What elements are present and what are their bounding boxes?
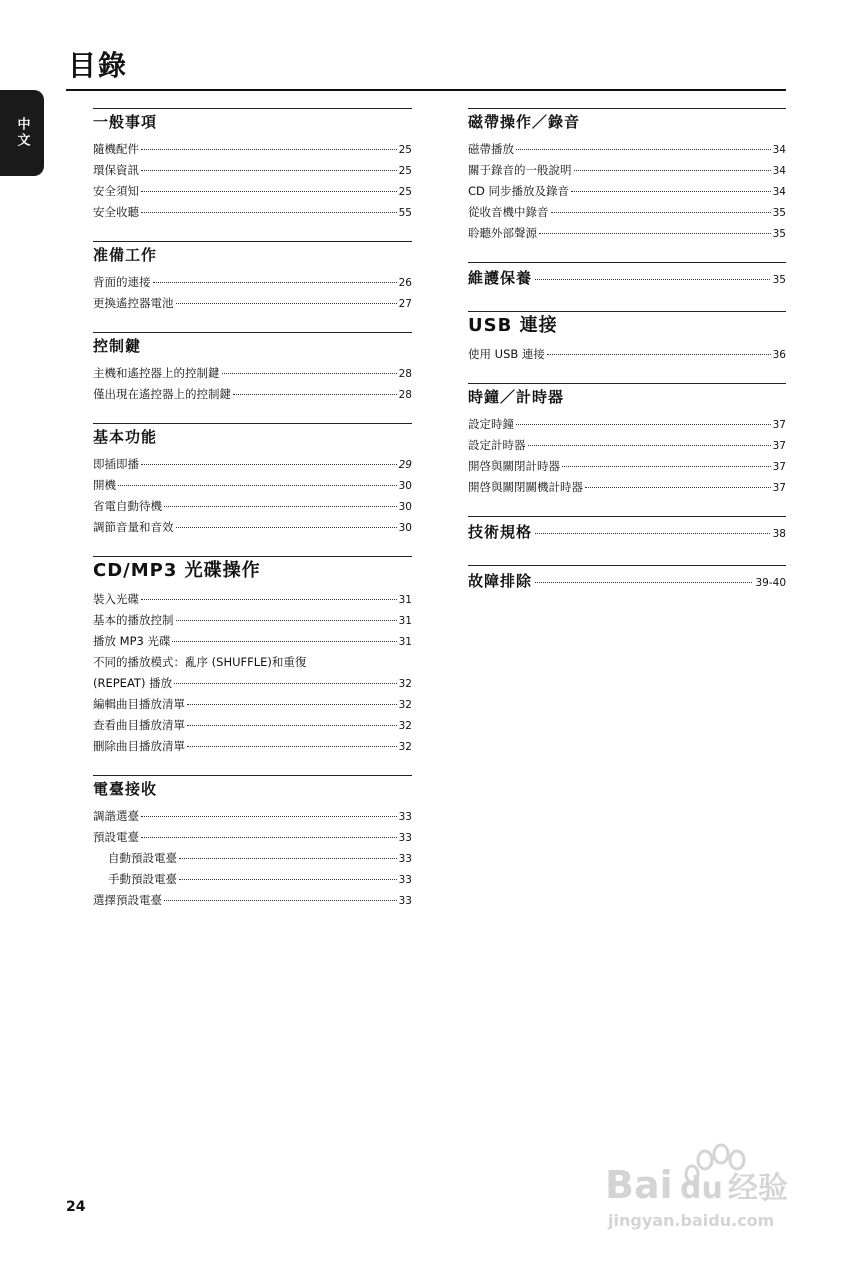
toc-section-preparation bbox=[93, 241, 412, 314]
watermark-jingyan: 经验 bbox=[728, 1171, 788, 1206]
toc-entry-line[interactable]: 不同的播放模式：亂序 (SHUFFLE)和重復 bbox=[93, 655, 307, 669]
toc-section-general bbox=[93, 108, 412, 223]
toc-entry[interactable]: 即插即播 29 bbox=[93, 457, 412, 471]
page-title: 目錄 bbox=[68, 49, 129, 82]
toc-entry[interactable]: 省電自動待機 30 bbox=[93, 499, 412, 513]
toc-section-specifications bbox=[468, 516, 786, 547]
toc-entry[interactable]: 開啓與關閉計時器 37 bbox=[468, 459, 786, 473]
watermark-brand-du: du bbox=[680, 1171, 723, 1206]
toc-entry[interactable]: 手動預設電臺 33 bbox=[108, 872, 412, 886]
toc-entry[interactable]: 調節音量和音效 30 bbox=[93, 520, 412, 534]
section-title: CD/MP3 光碟操作 bbox=[93, 560, 261, 581]
section-title: 一般事項 bbox=[93, 113, 158, 131]
toc-right-column bbox=[468, 108, 786, 614]
toc-entry[interactable]: 背面的連接 26 bbox=[93, 275, 412, 289]
toc-entry[interactable]: 開機 30 bbox=[93, 478, 412, 492]
section-title: 磁帶操作／錄音 bbox=[468, 113, 581, 131]
toc-left-column bbox=[93, 108, 412, 929]
toc-entry[interactable]: 刪除曲目播放清單 32 bbox=[93, 739, 412, 753]
toc-entry[interactable]: 基本的播放控制 31 bbox=[93, 613, 412, 627]
toc-section-basic-functions bbox=[93, 423, 412, 538]
baidu-jingyan-watermark bbox=[600, 1138, 810, 1238]
toc-section-recording bbox=[468, 108, 786, 244]
toc-entry[interactable]: 安全收聽 55 bbox=[93, 205, 412, 219]
watermark-brand: Bai bbox=[605, 1163, 673, 1207]
toc-section-radio bbox=[93, 775, 412, 911]
toc-entry[interactable]: 隨機配件 25 bbox=[93, 142, 412, 156]
watermark-url: jingyan.baidu.com bbox=[608, 1211, 775, 1230]
section-title: 准備工作 bbox=[93, 246, 158, 264]
toc-entry-maintenance[interactable]: 維護保養 35 bbox=[468, 269, 786, 287]
toc-entry[interactable]: 僅出現在遙控器上的控制鍵 28 bbox=[93, 387, 412, 401]
toc-entry-specifications[interactable]: 技術規格 38 bbox=[468, 523, 786, 541]
section-title: 基本功能 bbox=[93, 428, 158, 446]
toc-entry[interactable]: (REPEAT) 播放 32 bbox=[93, 676, 412, 690]
page-number: 24 bbox=[66, 1199, 86, 1215]
toc-entry[interactable]: 調諧選臺 33 bbox=[93, 809, 412, 823]
toc-entry[interactable]: 編輯曲目播放清單 32 bbox=[93, 697, 412, 711]
toc-entry[interactable]: 預設電臺 33 bbox=[93, 830, 412, 844]
section-title: USB 連接 bbox=[468, 315, 558, 336]
toc-entry[interactable]: 從收音機中錄音 35 bbox=[468, 205, 786, 219]
section-title: 電臺接收 bbox=[93, 780, 158, 798]
toc-section-clock-timer bbox=[468, 383, 786, 498]
toc-entry[interactable]: CD 同步播放及錄音 34 bbox=[468, 184, 786, 198]
toc-entry[interactable]: 裝入光碟 31 bbox=[93, 592, 412, 606]
toc-section-cd-mp3 bbox=[93, 556, 412, 757]
toc-section-troubleshooting bbox=[468, 565, 786, 596]
toc-section-usb bbox=[468, 311, 786, 365]
language-tab: 中文 bbox=[0, 90, 44, 176]
toc-entry[interactable]: 聆聽外部聲源 35 bbox=[468, 226, 786, 240]
toc-entry[interactable]: 更換遙控器電池 27 bbox=[93, 296, 412, 310]
toc-entry[interactable]: 主機和遙控器上的控制鍵 28 bbox=[93, 366, 412, 380]
toc-entry[interactable]: 選擇預設電臺 33 bbox=[93, 893, 412, 907]
toc-entry[interactable]: 自動預設電臺 33 bbox=[108, 851, 412, 865]
title-divider bbox=[66, 89, 786, 91]
toc-entry[interactable]: 查看曲目播放清單 32 bbox=[93, 718, 412, 732]
section-title: 控制鍵 bbox=[93, 337, 142, 355]
toc-entry[interactable]: 使用 USB 連接 36 bbox=[468, 347, 786, 361]
toc-entry-troubleshooting[interactable]: 故障排除 39-40 bbox=[468, 572, 786, 590]
toc-entry[interactable]: 關于錄音的一般說明 34 bbox=[468, 163, 786, 177]
toc-entry[interactable]: 播放 MP3 光碟 31 bbox=[93, 634, 412, 648]
toc-entry[interactable]: 設定計時器 37 bbox=[468, 438, 786, 452]
toc-entry[interactable]: 環保資訊 25 bbox=[93, 163, 412, 177]
toc-entry[interactable]: 安全須知 25 bbox=[93, 184, 412, 198]
toc-entry[interactable]: 磁帶播放 34 bbox=[468, 142, 786, 156]
toc-entry[interactable]: 開啓與關閉關機計時器 37 bbox=[468, 480, 786, 494]
toc-section-maintenance bbox=[468, 262, 786, 293]
section-title: 時鐘／計時器 bbox=[468, 388, 565, 406]
toc-entry[interactable]: 設定時鐘 37 bbox=[468, 417, 786, 431]
toc-section-controls bbox=[93, 332, 412, 405]
